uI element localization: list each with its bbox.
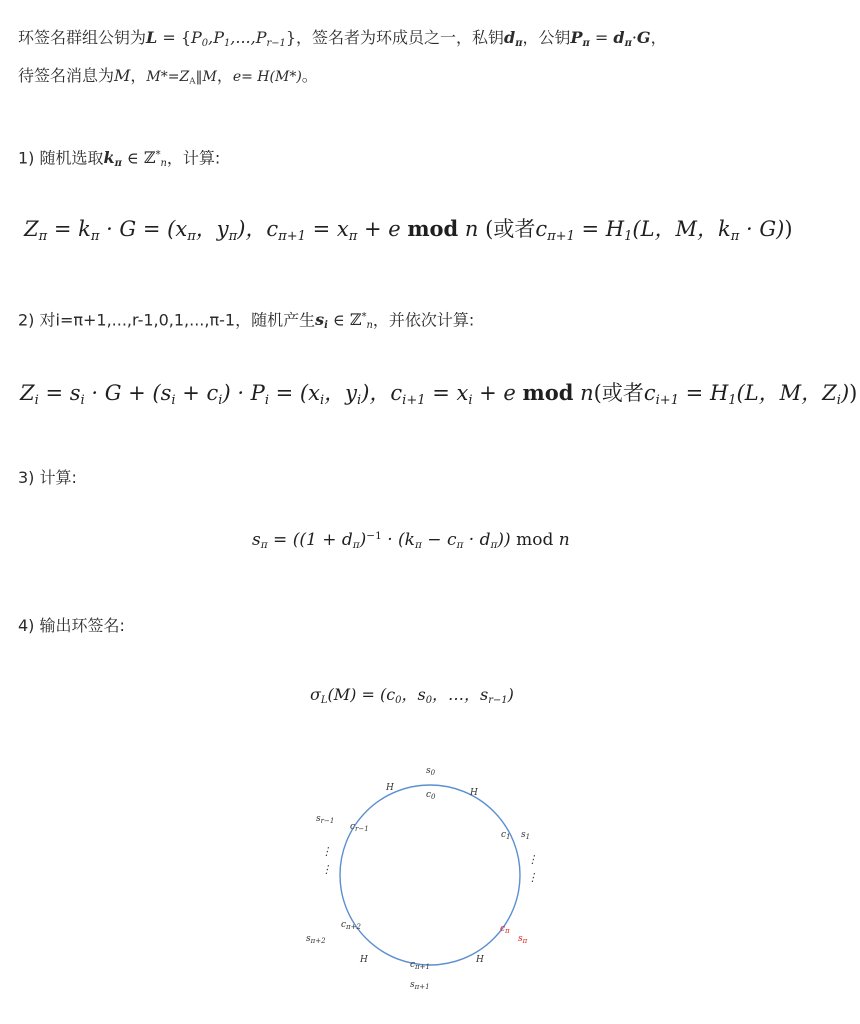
- step-2-label: 2) 对i=π+1,...,r-1,0,1,...,π-1，随机产生$s_i$ ∈ ℤ*$_n$，并依次计算:: [18, 310, 475, 332]
- label-spi: $s_\pi$: [518, 934, 528, 945]
- intro-sep-2: ，: [216, 66, 233, 85]
- intro-end: 。: [301, 66, 318, 85]
- step-1-tail: ，计算:: [166, 148, 221, 168]
- label-spi2: $s_{\pi+2}$: [306, 934, 326, 945]
- label-cpi: $c_\pi$: [500, 924, 510, 935]
- intro-line-1: 环签名群组公钥为$L = \{P_0,P_1,...,P_{r-1}\}$，签名者为环成员之一，私钥$d_\pi$，公钥$P_\pi = d_\pi\cdot G$，: [18, 28, 667, 49]
- equation-3: $s_\pi = ((1 + d_\pi)^{-1} \cdot (k_\pi - c_\pi \cdot d_\pi))$ mod n: [252, 530, 570, 552]
- ring-diagram: [300, 755, 560, 1015]
- message-var: M: [114, 66, 131, 85]
- label-cpi2: $c_{\pi+2}$: [341, 920, 361, 931]
- label-cpi1: $c_{\pi+1}$: [410, 960, 430, 971]
- step-3-label: 3) 计算:: [18, 468, 77, 487]
- intro-mid2: ，公钥: [522, 28, 571, 47]
- hash-def: e= H(M*): [232, 69, 302, 85]
- label-c0: $c_0$: [426, 790, 436, 801]
- label-h-top-right: H: [470, 788, 478, 798]
- intro-mid1: ，签名者为环成员之一，私钥: [296, 28, 505, 47]
- label-h-top-left: H: [386, 783, 394, 793]
- intro-end1: ，: [650, 28, 667, 47]
- step-2-tail: ，并依次计算:: [372, 310, 475, 330]
- label-h-bottom-right: H: [476, 955, 484, 965]
- label-s1: $s_1$: [521, 830, 531, 841]
- ring-circle: [340, 785, 520, 965]
- label-s0: $s_0$: [426, 766, 436, 777]
- label-h-bottom-left: H: [360, 955, 368, 965]
- label-dots-right: ⋮: [527, 853, 538, 866]
- label-cr-1: $c_{r-1}$: [350, 822, 369, 833]
- label-dots-right-2: ⋮: [527, 871, 538, 884]
- label-dots-left-2: ⋮: [321, 863, 332, 876]
- label-c1: $c_1$: [501, 830, 511, 841]
- step-4-label: 4) 输出环签名:: [18, 616, 125, 635]
- intro-sep: ，: [130, 66, 147, 85]
- group-var: L: [146, 28, 158, 47]
- equation-1: $Z_\pi = k_\pi \cdot G = (x_\pi$，$y_\pi$)，$c_{\pi+1} = x_\pi + e$ mod n (或者$c_{\pi+1} = H_1(L$，M，$k_\pi \cdot G$)): [24, 216, 793, 244]
- step-1-text: 1) 随机选取: [18, 148, 104, 168]
- equation-2: $Z_i = s_i \cdot G + (s_i + c_i) \cdot P_i = (x_i$，$y_i$)，$c_{i+1} = x_i + e$ mod n(或者$c_{i+1} = H_1(L$，M，$Z_i$)): [20, 380, 858, 408]
- intro-line-2: 待签名消息为M，$M*=Z_A‖M$，e= H(M*)。: [18, 66, 318, 87]
- step-2-text: 2) 对i=π+1,...,r-1,0,1,...,π-1，随机产生: [18, 310, 316, 330]
- step-1-label: 1) 随机选取$k_\pi$ ∈ ℤ*$_n$，计算:: [18, 148, 221, 170]
- label-sr-1: $s_{r-1}$: [316, 814, 335, 825]
- label-dots-left: ⋮: [321, 845, 332, 858]
- equation-4: $\sigma_L(M) = (c_0$，$s_0$，…，$s_{r-1}$): [310, 685, 514, 706]
- label-spi1: $s_{\pi+1}$: [410, 980, 430, 991]
- intro-line2-prefix: 待签名消息为: [18, 66, 115, 85]
- intro-prefix: 环签名群组公钥为: [18, 28, 147, 47]
